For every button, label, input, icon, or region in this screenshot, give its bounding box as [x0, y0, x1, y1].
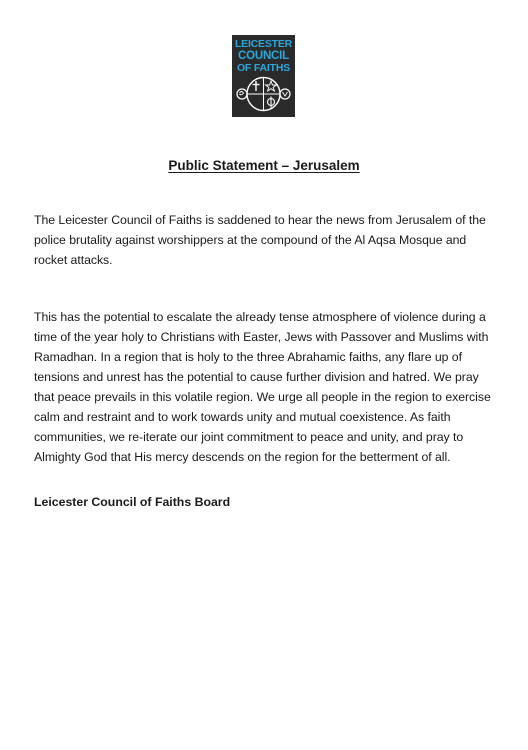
- logo-text-line-2: COUNCIL: [238, 50, 289, 62]
- statement-paragraph-2: This has the potential to escalate the already tense atmosphere of violence during a time of the year holy to Christians with Easter, Jews with Passover and Muslims with Ramadhan. In a region that is holy to the three Abrahamic faiths, any flare up of tensions and unrest has the potential to cause further division and hatred. We pray that peace prevails in this volatile region. We urge all people in the region to exercise calm and restraint and to work towards unity and mutual coexistence. As faith communities, we re-iterate our joint commitment to peace and unity, and pray to Almighty God that His mercy descends on the region for the betterment of all.: [34, 310, 491, 464]
- faith-symbols-emblem-icon: [236, 76, 291, 112]
- logo-text-line-3: OF FAITHS: [236, 62, 291, 74]
- logo-text-line-1: LEICESTER: [234, 38, 293, 50]
- statement-signoff: Leicester Council of Faiths Board: [34, 495, 231, 509]
- statement-paragraph-1: The Leicester Council of Faiths is saddened to hear the news from Jerusalem of the police brutality against worshippers at the compound of the Al Aqsa Mosque and rocket attacks.: [34, 213, 486, 267]
- leicester-council-of-faiths-logo: [232, 35, 295, 117]
- statement-title: Public Statement – Jerusalem: [168, 158, 360, 173]
